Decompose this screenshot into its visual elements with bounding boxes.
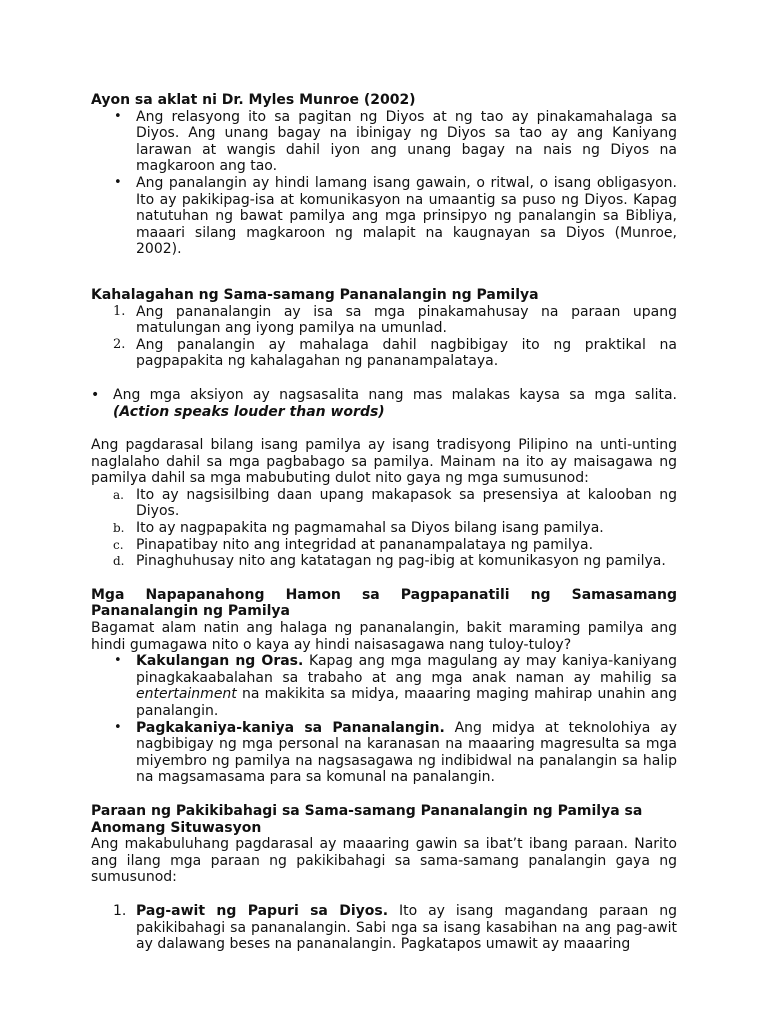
hamon-heading <box>91 587 677 620</box>
tradisyon-lettered-list <box>91 487 677 570</box>
list-item <box>91 337 677 370</box>
list-item <box>91 537 677 554</box>
bullet-icon: • <box>114 719 122 735</box>
action-quote: (Action speaks louder than words) <box>113 403 385 420</box>
hamon-item-title: Kakulangan ng Oras. <box>136 653 304 670</box>
spacer <box>91 886 677 903</box>
list-item <box>91 109 677 175</box>
list-item <box>91 520 677 537</box>
spacer <box>91 786 677 803</box>
hamon-intro: Bagamat alam natin ang halaga ng pananalangin, bakit maraming pamilya ang hindi gumagawa nito o kaya ay hindi naisasagawa nang tuloy-tuloy? <box>91 620 677 653</box>
hamon-bullet-list <box>91 653 677 786</box>
list-item <box>91 175 677 258</box>
list-letter: c. <box>113 537 124 552</box>
tradisyon-paragraph: Ang pagdarasal bilang isang pamilya ay isang tradisyong Pilipino na unti-unting naglalaho dahil sa mga pagbabago sa pamilya. Mainam na ito ay maisagawa ng pamilya dahil sa mga mabubuting dulot nito gaya ng mga sumusunod: <box>91 437 677 487</box>
paraan-heading: Paraan ng Pakikibahagi sa Sama-samang Pananalangin ng Pamilya sa Anomang Situwasyon <box>91 802 643 836</box>
spacer <box>91 370 677 387</box>
paraan-intro: Ang makabuluhang pagdarasal ay maaaring gawin sa ibat’t ibang paraan. Narito ang ilang mga paraan ng pakikibahagi sa sama-samang panalangin gaya ng sumusunod: <box>91 836 677 886</box>
list-letter: b. <box>113 521 125 536</box>
list-item <box>91 720 677 786</box>
hamon-item-title: Pagkakaniya-kaniya sa Pananalangin. <box>136 719 445 736</box>
list-item <box>91 903 677 953</box>
list-item-text: Pinaghuhusay nito ang katatagan ng pag-ibig at komunikasyon ng pamilya. <box>136 553 666 570</box>
kahalagahan-numbered-list <box>91 304 677 370</box>
hamon-item-italic: entertainment <box>136 686 237 703</box>
intro-bullet-text: Ang relasyong ito sa pagitan ng Diyos at ng tao ay pinakamahalaga sa Diyos. Ang unang bagay na ibinigay ng Diyos sa tao ay ang Kaniyang larawan at wangis dahil iyon ang unang bagay na nais ng Diyos na magkaroon ang tao. <box>136 108 677 175</box>
action-bullet-list <box>91 387 677 420</box>
list-letter: a. <box>113 487 124 502</box>
hamon-item-text: Ang midya at teknolohiya ay nagbibigay ng mga personal na karanasan na maaaring magresulta sa mga miyembro ng pamilya na nagsasagawa ng indibidwal na panalangin sa halip na magsamasama para sa komunal na panalangin. <box>136 719 678 786</box>
list-item <box>91 304 677 337</box>
list-item <box>91 553 677 570</box>
list-item-text: Ang pananalangin ay isa sa mga pinakamahusay na paraan upang matulungan ang iyong pamilya na umunlad. <box>136 303 677 337</box>
bullet-icon: • <box>114 108 122 124</box>
list-item <box>91 387 677 420</box>
paraan-item-text: Ito ay isang magandang paraan ng pakikibahagi sa pananalangin. Sabi nga sa isang kasabihan na ang pag-awit ay dalawang beses na pananalangin. Pagkatapos umawit ay maaaring <box>136 902 677 953</box>
hamon-item-text: na makikita sa midya, maaaring maging mahirap unahin ang panalangin. <box>136 686 677 719</box>
list-item-text: Ito ay nagpapakita ng pagmamahal sa Diyos bilang isang pamilya. <box>136 520 604 537</box>
list-number: 1. <box>113 902 127 919</box>
list-item <box>91 487 677 520</box>
list-item-text: Ang panalangin ay mahalaga dahil nagbibigay ito ng praktikal na pagpapakita ng kahalagahan ng pananampalataya. <box>136 336 677 370</box>
intro-bullet-text: Ang panalangin ay hindi lamang isang gawain, o ritwal, o isang obligasyon. Ito ay pakikipag-isa at komunikasyon na umaantig sa puso ng Diyos. Kapag natutuhan ng bawat pamilya ang mga prinsipyo ng panalangin sa Bibliya, maaari silang magkaroon ng malapit na kaugnayan sa Diyos (Munroe, 2002). <box>136 174 677 258</box>
spacer <box>91 258 677 287</box>
list-item <box>91 653 677 719</box>
paraan-item-title: Pag-awit ng Papuri sa Diyos. <box>136 902 389 919</box>
list-number: 1. <box>113 303 126 319</box>
bullet-icon: • <box>91 386 100 403</box>
list-item-text: Pinapatibay nito ang integridad at pananampalataya ng pamilya. <box>136 536 594 553</box>
hamon-heading-text: Mga Napapanahong Hamon sa Pagpapanatili ng Samasamang Pananalangin ng Pamilya <box>91 586 677 620</box>
spacer <box>91 570 677 587</box>
bullet-icon: • <box>114 653 122 669</box>
intro-bullet-list <box>91 109 677 258</box>
list-item-text: Ito ay nagsisilbing daan upang makapasok sa presensiya at kalooban ng Diyos. <box>136 486 677 520</box>
kahalagahan-heading: Kahalagahan ng Sama-samang Pananalangin ng Pamilya <box>91 286 539 303</box>
bullet-icon: • <box>114 174 122 190</box>
list-letter: d. <box>113 554 125 569</box>
list-number: 2. <box>113 336 126 352</box>
hamon-item-text: Kapag ang mga magulang ay may kaniya-kaniyang pinagkakaabalahan sa trabaho at ang mga anak naman ay mahilig sa <box>136 653 677 686</box>
intro-heading: Ayon sa aklat ni Dr. Myles Munroe (2002) <box>91 92 416 108</box>
spacer <box>91 420 677 437</box>
paraan-numbered-list <box>91 903 677 953</box>
action-text: Ang mga aksiyon ay nagsasalita nang mas malakas kaysa sa mga salita. <box>113 386 677 403</box>
document-page <box>91 92 677 953</box>
